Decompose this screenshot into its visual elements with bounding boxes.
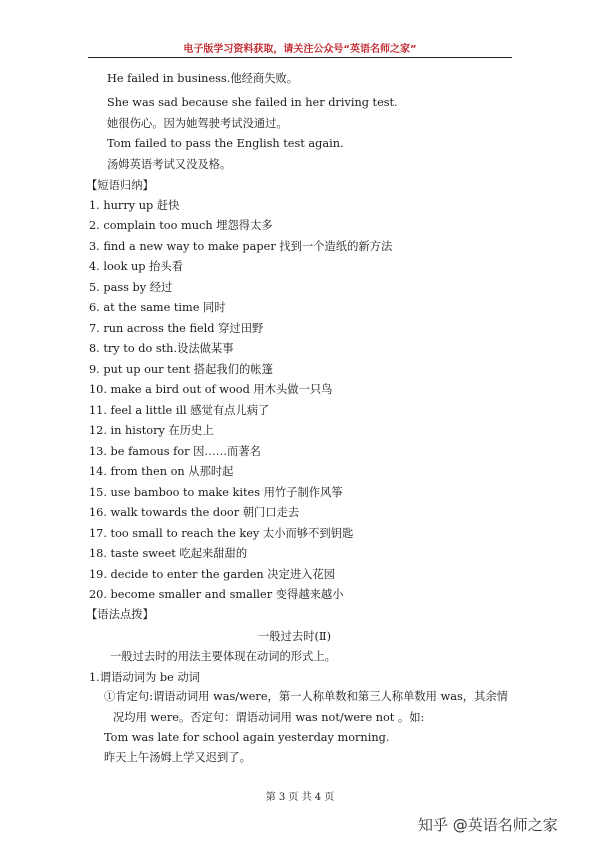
- phrase-item: 11. feel a little ill 感觉有点儿病了: [89, 404, 270, 417]
- grammar-intro: 一般过去时的用法主要体现在动词的形式上。: [110, 650, 336, 663]
- phrase-item: 16. walk towards the door 朝门口走去: [89, 506, 300, 519]
- example-line: She was sad because she failed in her driving test.: [107, 96, 398, 109]
- grammar-heading: 【语法点拨】: [86, 608, 154, 621]
- phrase-item: 12. in history 在历史上: [89, 424, 214, 437]
- watermark: 知乎 @英语名师之家: [418, 816, 558, 834]
- phrases-heading: 【短语归纳】: [86, 179, 154, 192]
- phrase-item: 15. use bamboo to make kites 用竹子制作风筝: [89, 486, 343, 499]
- grammar-example-chinese: 昨天上午汤姆上学又迟到了。: [104, 751, 251, 764]
- phrase-item: 8. try to do sth.设法做某事: [89, 342, 234, 355]
- grammar-example-english: Tom was late for school again yesterday morning.: [104, 731, 390, 744]
- grammar-point: 1.谓语动词为 be 动词: [89, 671, 200, 684]
- phrase-item: 1. hurry up 赶快: [89, 199, 180, 212]
- phrase-item: 18. taste sweet 吃起来甜甜的: [89, 547, 248, 560]
- example-line: He failed in business.他经商失败。: [107, 72, 299, 85]
- phrase-item: 6. at the same time 同时: [89, 301, 226, 314]
- example-line: 汤姆英语考试又没及格。: [107, 158, 232, 171]
- phrase-item: 7. run across the field 穿过田野: [89, 322, 264, 335]
- phrase-item: 19. decide to enter the garden 决定进入花园: [89, 568, 336, 581]
- phrase-item: 10. make a bird out of wood 用木头做一只鸟: [89, 383, 333, 396]
- phrase-item: 3. find a new way to make paper 找到一个造纸的新方法: [89, 240, 393, 253]
- header-divider: [88, 57, 512, 58]
- phrase-item: 9. put up our tent 搭起我们的帐篷: [89, 363, 273, 376]
- grammar-rule: ①肯定句:谓语动词用 was/were，第一人称单数和第三人称单数用 was，其余情: [104, 690, 508, 703]
- page-header: 电子版学习资料获取，请关注公众号“英语名师之家”: [183, 44, 417, 55]
- phrase-item: 14. from then on 从那时起: [89, 465, 234, 478]
- phrase-item: 17. too small to reach the key 太小而够不到钥匙: [89, 527, 354, 540]
- page-number: 第 3 页 共 4 页: [265, 792, 335, 803]
- grammar-rule-continued: 况均用 were。否定句：谓语动词用 was not/were not 。如:: [113, 711, 425, 724]
- phrase-item: 4. look up 抬头看: [89, 260, 184, 273]
- phrase-item: 2. complain too much 埋怨得太多: [89, 219, 273, 232]
- example-line: 她很伤心。因为她驾驶考试没通过。: [107, 117, 288, 130]
- phrase-item: 13. be famous for 因……而著名: [89, 445, 261, 458]
- grammar-title: 一般过去时(Ⅱ): [258, 630, 331, 643]
- example-line: Tom failed to pass the English test again.: [107, 137, 344, 150]
- phrase-item: 5. pass by 经过: [89, 281, 173, 294]
- phrase-item: 20. become smaller and smaller 变得越来越小: [89, 588, 344, 601]
